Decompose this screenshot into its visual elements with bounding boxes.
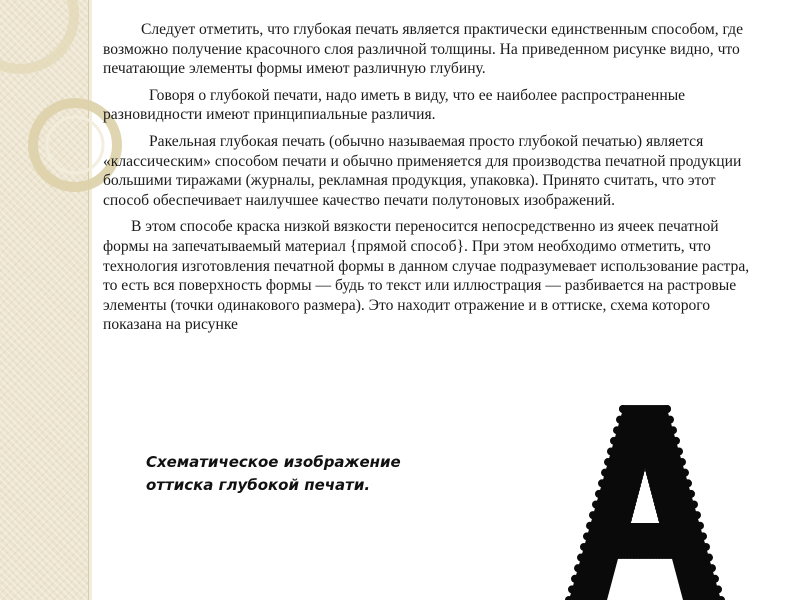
raster-dot	[616, 416, 624, 424]
paragraph-1: Следует отметить, что глубокая печать является практически единственным способом, где возможно получение красочного слоя различной толщины. На приведенном рисунке видно, что печатающие элементы формы имеют различную глубину.	[103, 21, 744, 78]
raster-dot	[610, 437, 618, 445]
paragraph-3: Ракельная глубокая печать (обычно называемая просто глубокой печатью) является «классическим» способом печати и обычно применяется для производства печатной продукции большими тиражами (журналы, рекламная продукция, упаковка). Принято считать, что этот способ обеспечивает наилучшее качество печати полутоновых изображений.	[103, 132, 742, 209]
raster-dot	[574, 564, 582, 572]
raster-dot	[577, 554, 585, 562]
raster-dot	[607, 447, 615, 455]
ring-middle-inner	[47, 117, 103, 173]
raster-dot	[601, 469, 609, 477]
paragraph-2: Говоря о глубокой печати, надо иметь в виду, что ее наиболее распространенные разновидности имеют принципиальные различия.	[103, 86, 686, 124]
ring-top	[0, 0, 74, 69]
body-text	[103, 20, 763, 342]
letter-a-shape	[565, 405, 725, 600]
raster-dot	[580, 543, 588, 551]
caption-line-2: оттиска глубокой печати.	[146, 476, 371, 494]
raster-dot	[693, 511, 701, 519]
raster-dot	[705, 554, 713, 562]
caption-line-1: Схематическое изображение	[146, 453, 401, 471]
raster-dot	[672, 437, 680, 445]
raster-dot	[702, 543, 710, 551]
raster-dot	[568, 585, 576, 593]
raster-dot	[641, 451, 649, 459]
raster-dot	[708, 564, 716, 572]
raster-dot	[711, 575, 719, 583]
raster-dot	[613, 426, 621, 434]
raster-dot	[667, 551, 675, 559]
raster-dot	[714, 585, 722, 593]
raster-dot	[583, 532, 591, 540]
raster-dot	[598, 479, 606, 487]
raster-dot	[604, 458, 612, 466]
raster-dot	[589, 511, 597, 519]
gravure-print-letter-figure	[565, 405, 725, 600]
raster-dot	[669, 426, 677, 434]
raster-dot	[696, 522, 704, 530]
paragraph-4: В этом способе краска низкой вязкости переносится непосредственно из ячеек печатной формы на запечатываемый материал {прямой способ}. При этом необходимо отметить, что технология изготовления печатной формы в данном случае подразумевает использование растра, то есть вся поверхность формы — будь то текст или иллюстрация — разбивается на растровые элементы (точки одинакового размера). Это находит отражение и в оттиске, схема которого показана на рисунке	[103, 218, 750, 334]
raster-dot	[690, 501, 698, 509]
raster-dot	[592, 501, 600, 509]
raster-dot	[699, 532, 707, 540]
raster-dot	[684, 479, 692, 487]
raster-dot	[675, 447, 683, 455]
raster-dot	[571, 575, 579, 583]
raster-dot	[663, 405, 671, 413]
raster-dot	[678, 458, 686, 466]
raster-dot	[586, 522, 594, 530]
raster-dot	[687, 490, 695, 498]
raster-dot	[681, 469, 689, 477]
raster-dot	[666, 416, 674, 424]
raster-dot	[595, 490, 603, 498]
figure-caption	[146, 451, 446, 497]
